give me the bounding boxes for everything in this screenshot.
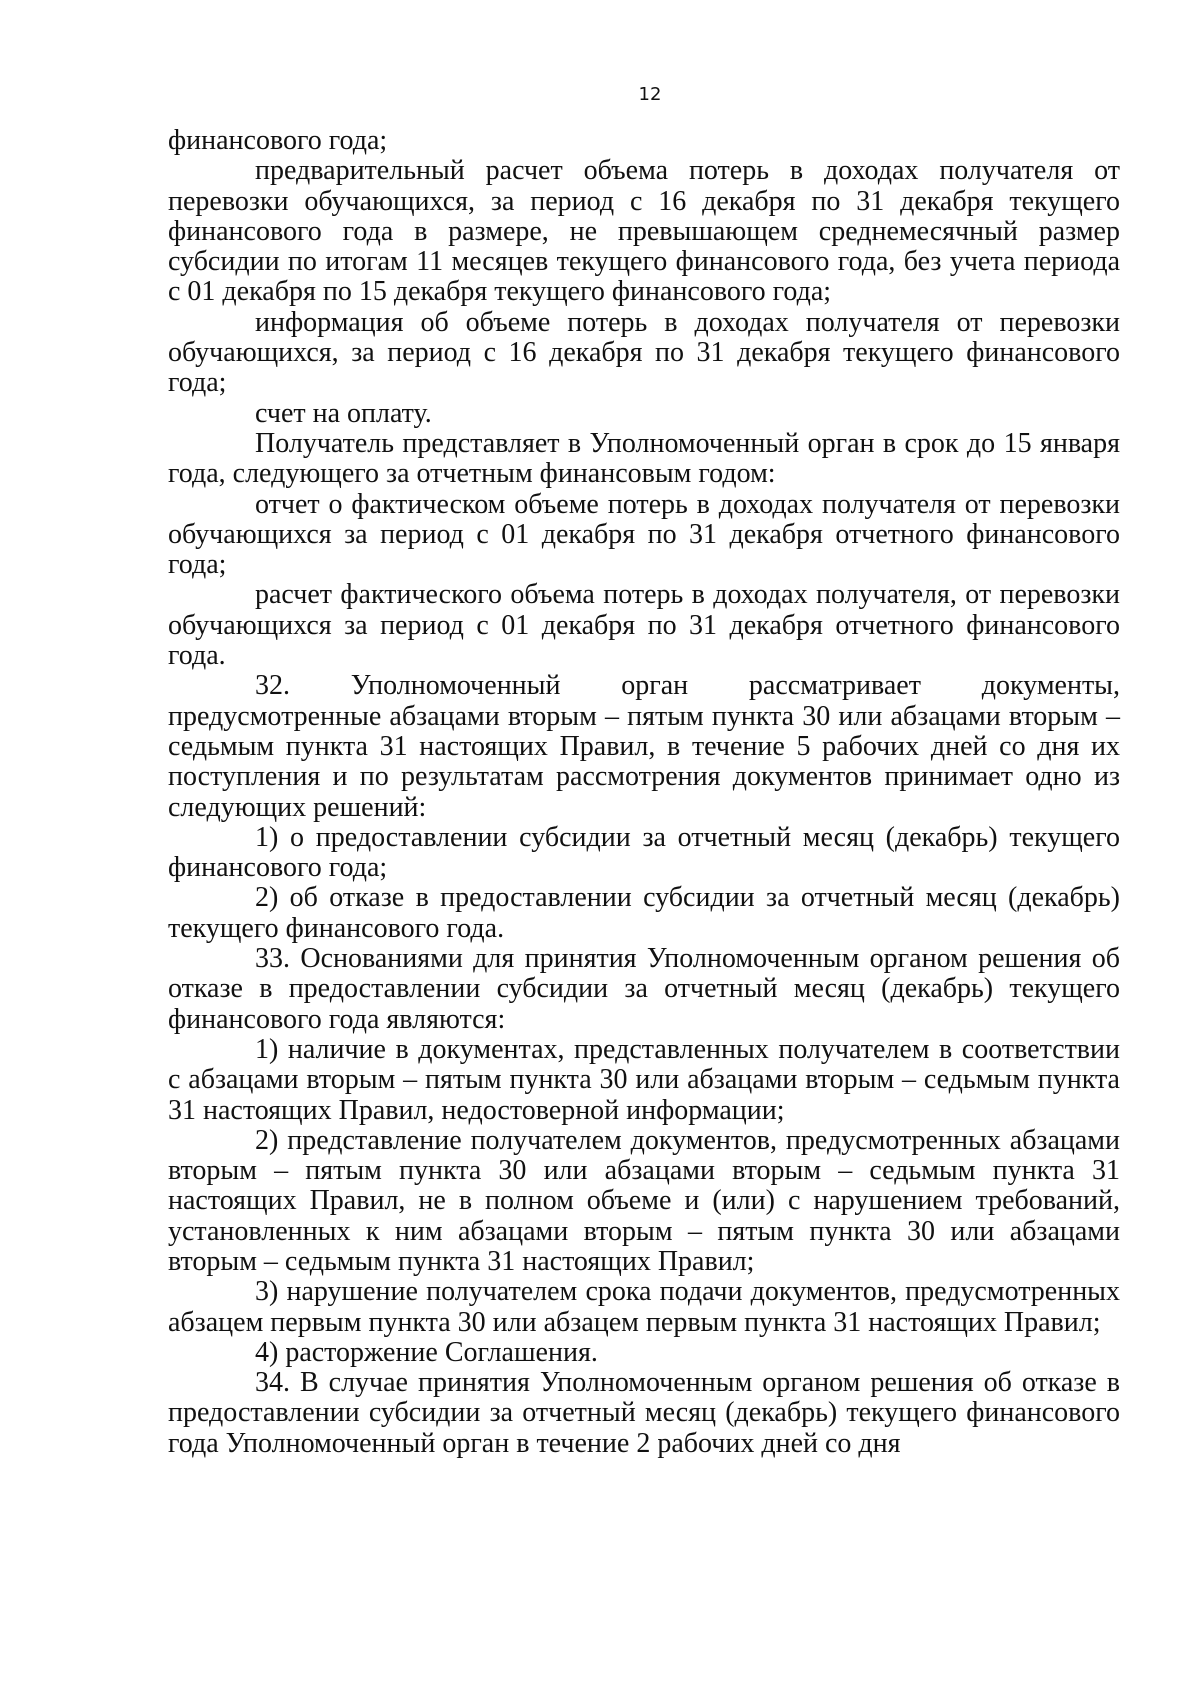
paragraph-continuation: финансового года; [168, 125, 388, 156]
paragraph-actual-loss-calculation: расчет фактического объема потерь в доходах получателя, от перевозки обучающихся за период с 01 декабря по 31 декабря отчетного финансового года. [168, 579, 1120, 672]
paragraph-preliminary-calculation: предварительный расчет объема потерь в доходах получателя от перевозки обучающихся, за период с 16 декабря по 31 декабря текущего финансового года в размере, не превышающем среднемесячный размер субсидии по итогам 11 месяцев текущего финансового года, без учета периода с 01 декабря по 15 декабря текущего финансового года; [168, 155, 1120, 308]
paragraph-item-33: 33. Основаниями для принятия Уполномоченным органом решения об отказе в предоставлении субсидии за отчетный месяц (декабрь) текущего финансового года являются: [168, 943, 1120, 1035]
paragraph-item-33-ground-2: 2) представление получателем документов, предусмотренных абзацами вторым – пятым пункта 30 или абзацами вторым – седьмым пункта 31 настоящих Правил, не в полном объеме и (или) с нарушением требований, установленных к ним абзацами вторым – пятым пункта 30 или абзацами вторым – седьмым пункта 31 настоящих Правил; [168, 1124, 1120, 1277]
paragraph-item-32-decision-1: 1) о предоставлении субсидии за отчетный месяц (декабрь) текущего финансового года; [168, 821, 1120, 884]
paragraph-item-33-ground-1: 1) наличие в документах, представленных получателем в соответствии с абзацами вторым – пятым пункта 30 или абзацами вторым – седьмым пункта 31 настоящих Правил, недостоверной информации; [168, 1033, 1120, 1126]
paragraph-loss-information: информация об объеме потерь в доходах получателя от перевозки обучающихся, за период с 16 декабря по 31 декабря текущего финансового года; [168, 306, 1120, 399]
paragraph-item-32: 32. Уполномоченный орган рассматривает документы, предусмотренные абзацами вторым – пятым пункта 30 или абзацами вторым – седьмым пункта 31 настоящих Правил, в течение 5 рабочих дней со дня их поступления и по результатам рассмотрения документов принимает одно из следующих решений: [168, 670, 1120, 823]
page-number: 12 [638, 84, 662, 105]
paragraph-invoice: счет на оплату. [255, 397, 432, 429]
paragraph-item-33-ground-3: 3) нарушение получателем срока подачи документов, предусмотренных абзацем первым пункта 30 или абзацем первым пункта 31 настоящих Правил; [168, 1276, 1120, 1338]
paragraph-recipient-submits: Получатель представляет в Уполномоченный орган в срок до 15 января года, следующего за отчетным финансовым годом: [168, 427, 1120, 490]
paragraph-actual-loss-report: отчет о фактическом объеме потерь в доходах получателя от перевозки обучающихся за период с 01 декабря по 31 декабря отчетного финансового года; [168, 488, 1120, 581]
paragraph-item-32-decision-2: 2) об отказе в предоставлении субсидии за отчетный месяц (декабрь) текущего финансового года. [168, 882, 1120, 944]
paragraph-item-34: 34. В случае принятия Уполномоченным органом решения об отказе в предоставлении субсидии за отчетный месяц (декабрь) текущего финансового года Уполномоченный орган в течение 2 рабочих дней со дня [168, 1367, 1120, 1459]
document-body [168, 126, 1120, 1459]
paragraph-item-33-ground-4: 4) расторжение Соглашения. [255, 1336, 598, 1368]
